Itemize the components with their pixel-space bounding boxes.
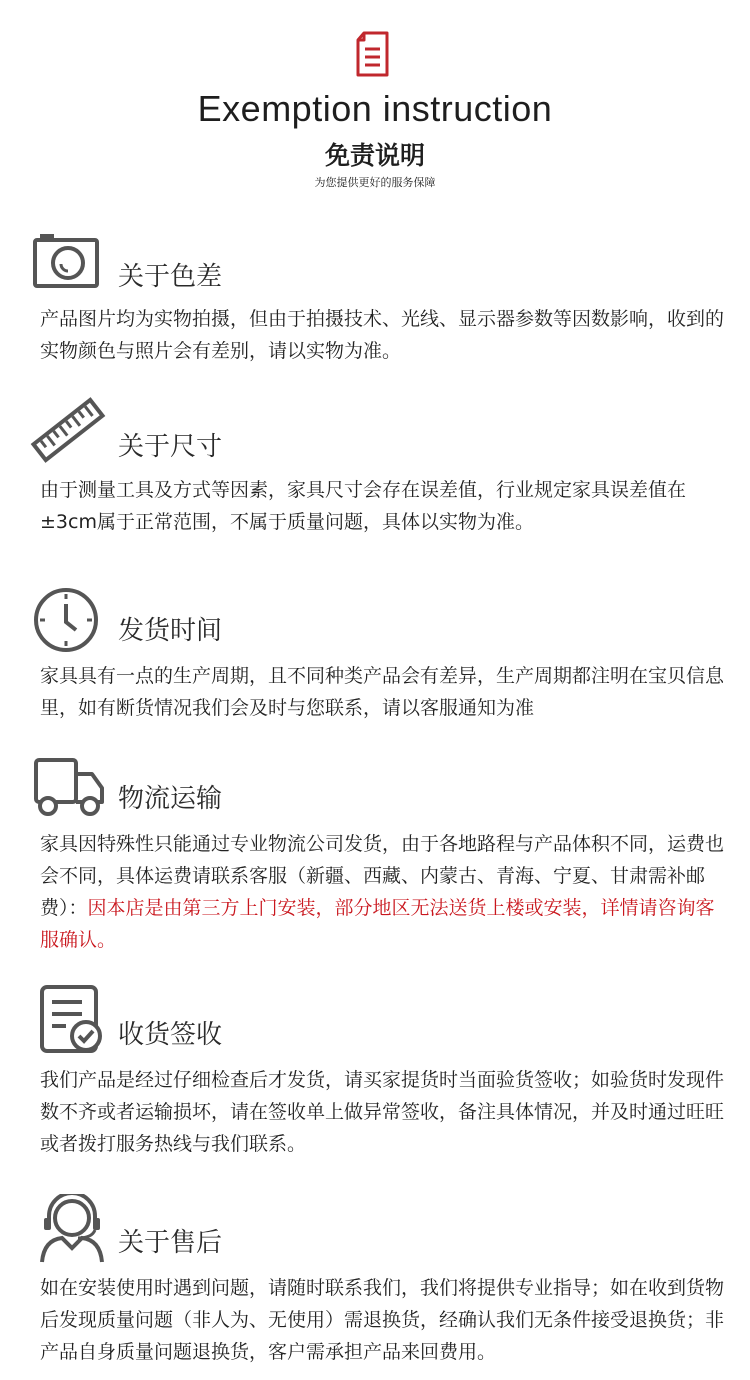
section-body: 如在安装使用时遇到问题，请随时联系我们，我们将提供专业指导；如在收到货物后发现质量问题（非人为、无使用）需退换货，经确认我们无条件接受退换货；非产品自身质量问题退换货，客户需承担产品来回费用。	[40, 1277, 725, 1363]
page-title: Exemption instruction	[197, 88, 553, 129]
section-body-text: 家具因特殊性只能通过专业物流公司发货，由于各地路程与产品体积不同，运费也会不同，具体运费请联系客服（新疆、西藏、内蒙古、青海、宁夏、甘肃需补邮费）：	[40, 833, 725, 919]
customer-service-icon	[34, 1194, 110, 1266]
header	[0, 0, 750, 200]
document-icon	[354, 30, 396, 82]
section-body: 产品图片均为实物拍摄，但由于拍摄技术、光线、显示器参数等因数影响，收到的实物颜色与照片会有差别，请以实物为准。	[40, 308, 725, 362]
page-subtitle: 为您提供更好的服务保障	[314, 176, 436, 189]
section-title: 收货签收	[118, 1020, 223, 1050]
section-body: 由于测量工具及方式等因素，家具尺寸会存在误差值，行业规定家具误差值在±3cm属于正常范围，不属于质量问题，具体以实物为准。	[40, 479, 687, 533]
section-title: 关于色差	[118, 262, 223, 292]
clock-icon	[30, 586, 106, 658]
camera-icon	[30, 228, 106, 300]
section-body-warning: 因本店是由第三方上门安装，部分地区无法送货上楼或安装，详情请咨询客服确认。	[40, 897, 715, 951]
section-body	[40, 828, 730, 956]
section-title: 关于售后	[118, 1228, 223, 1258]
checklist-icon	[36, 984, 112, 1056]
section-title: 物流运输	[118, 784, 223, 814]
ruler-icon	[30, 394, 106, 466]
section-body: 我们产品是经过仔细检查后才发货，请买家提货时当面验货签收；如验货时发现件数不齐或者运输损坏，请在签收单上做异常签收，备注具体情况，并及时通过旺旺或者拨打服务热线与我们联系。	[40, 1069, 725, 1155]
section-title: 关于尺寸	[118, 432, 223, 462]
truck-icon	[30, 754, 106, 826]
section-title: 发货时间	[118, 616, 223, 646]
section-body: 家具具有一点的生产周期，且不同种类产品会有差异，生产周期都注明在宝贝信息里，如有断货情况我们会及时与您联系，请以客服通知为准	[40, 665, 725, 719]
page-title-chinese: 免责说明	[324, 141, 425, 170]
